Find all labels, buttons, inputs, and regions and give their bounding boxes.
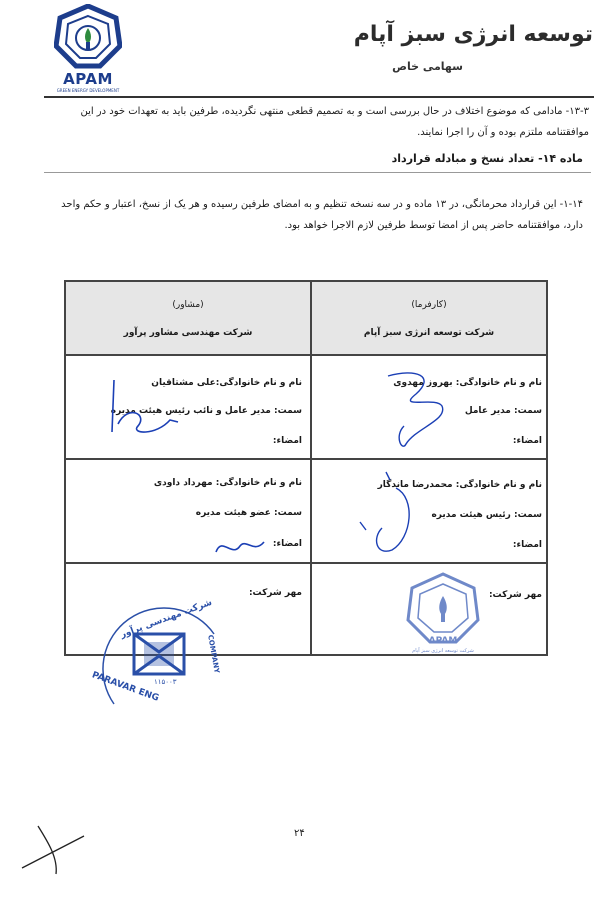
paravar-stamp-number: ۱۱۵۰۰۳ — [154, 678, 177, 686]
apam-stamp-icon — [398, 570, 488, 660]
brand-subtitle: سهامی خاص — [392, 60, 463, 73]
brand-block — [353, 22, 593, 82]
header-rule — [44, 96, 594, 98]
employer-person1-sign-label: امضاء: — [512, 436, 542, 446]
employer-seal-label: مهر شرکت: — [488, 590, 542, 600]
paravar-company-stamp — [90, 597, 234, 724]
logo-subtitle: GREEN ENERGY DEVELOPMENT — [56, 88, 120, 93]
employer-person2-sign-label: امضاء: — [512, 540, 542, 550]
employer-person2-name: نام و نام خانوادگی: محمدرضا ماندگار — [377, 480, 542, 490]
logo-wordmark: APAM — [63, 70, 113, 88]
signature-table — [64, 280, 548, 704]
consultant-person2-name: نام و نام خانوادگی: مهرداد داودی — [153, 478, 302, 488]
table-row-divider — [66, 458, 546, 460]
article-14-line1: ۱-۱۴- این قرارداد محرمانگی، در ۱۳ ماده و در سه نسخه تنظیم و به امضای طرفین رسیده و هر یک از نسخ، اعتبار و حکم واحد — [61, 199, 583, 210]
table-row-divider — [66, 354, 546, 356]
paravar-stamp-english: PARAVAR ENG — [90, 670, 161, 704]
consultant-role: (مشاور) — [172, 300, 204, 310]
article-14-line2: دارد، موافقتنامه حاضر پس از امضا توسط طرفین لازم الاجرا خواهد بود. — [284, 220, 583, 231]
employer-company: شرکت توسعه انرژی سبز آپام — [363, 328, 495, 338]
employer-person1-title: سمت: مدیر عامل — [464, 406, 542, 416]
apam-stamp-word: APAM — [428, 636, 458, 646]
paravar-stamp-company: COMPANY — [206, 634, 221, 674]
apam-emblem-icon — [54, 4, 122, 70]
paravar-stamp-persian: شرکت مهندسی پرآور — [119, 597, 214, 641]
employer-role: (کارفرما) — [411, 300, 447, 310]
consultant-person1-sign-label: امضاء: — [272, 436, 302, 446]
consultant-seal-label: مهر شرکت: — [248, 588, 302, 598]
table-header-row — [66, 282, 546, 354]
apam-stamp-text: شرکت توسعه انرژی سبز آپام — [412, 648, 474, 654]
clause-13-3-line2: موافقتنامه ملتزم بوده و آن را اجرا نمایند. — [417, 127, 589, 138]
apam-company-stamp — [398, 570, 488, 660]
clause-13-3-line1: ۱۳-۳- مادامی که موضوع اختلاف در حال بررسی است و به تصمیم قطعی منتهی نگردیده، طرفین باید به تعهدات خود در این — [80, 106, 589, 117]
brand-title: توسعه انرژی سبز آپام — [353, 22, 593, 47]
employer-person2-title: سمت: رئیس هیئت مدیره — [431, 510, 542, 520]
consultant-person1-name: نام و نام خانوادگی:علی مشتاقیان — [151, 378, 302, 388]
consultant-person2-sign-label: امضاء: — [272, 539, 302, 549]
apam-logo — [48, 4, 128, 92]
employer-person1-name: نام و نام خانوادگی: بهروز مهدوی — [393, 378, 542, 388]
page-number: ۲۴ — [294, 828, 305, 839]
page-initial-signature — [18, 818, 88, 878]
consultant-person2-title: سمت: عضو هیئت مدیره — [195, 508, 302, 518]
article-14-heading: ماده ۱۴- تعداد نسخ و مبادله قرارداد — [391, 152, 583, 165]
consultant-company: شرکت مهندسی مشاور پرآور — [123, 328, 253, 338]
paravar-stamp-icon — [94, 604, 234, 724]
heading-rule — [44, 172, 591, 173]
consultant-person1-title: سمت: مدیر عامل و نائب رئیس هیئت مدیره — [110, 406, 302, 416]
table-row-divider — [66, 562, 546, 564]
